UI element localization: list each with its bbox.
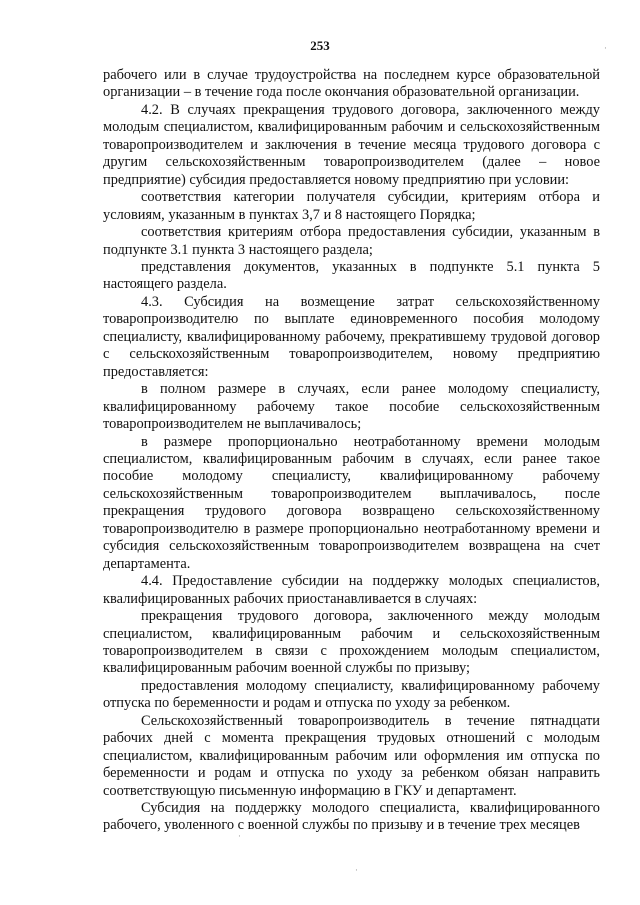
paragraph: соответствия категории получателя субсидии, критериям отбора и условиям, указанным в пунктах 3,7 и 8 настоящего Порядка; — [103, 189, 600, 223]
paragraph-4-4: 4.4. Предоставление субсидии на поддержку молодых специалистов, квалифицированных рабочих приостанавливается в случаях: — [103, 573, 600, 607]
scan-mark: · — [355, 866, 358, 876]
paragraph: Сельскохозяйственный товаропроизводитель в течение пятнадцати рабочих дней с момента прекращения трудовых отношений с молодым специалистом, квалифицированным рабочим или оформления им отпуска по беременности и родам и отпуска по уходу за ребенком обязан направить соответствующую письменную информацию в ГКУ и департамент. — [103, 712, 600, 799]
scan-mark: · — [604, 44, 607, 54]
paragraph: Субсидия на поддержку молодого специалиста, квалифицированного рабочего, уволенного с военной службы по призыву и в течение трех месяцев — [103, 800, 600, 834]
paragraph: прекращения трудового договора, заключенного между молодым специалистом, квалифицированным рабочим и сельскохозяйственным товаропроизводителем в связи с прохождением молодым специалистом, квалифицированным рабочим военной службы по призыву; — [103, 608, 600, 677]
paragraph: соответствия критериям отбора предоставления субсидии, указанным в подпункте 3.1 пункта 3 настоящего раздела; — [103, 224, 600, 258]
paragraph: в полном размере в случаях, если ранее молодому специалисту, квалифицированному рабочему такое пособие сельскохозяйственным товаропроизводителем не выплачивалось; — [103, 381, 600, 433]
paragraph: рабочего или в случае трудоустройства на последнем курсе образовательной организации – в течение года после окончания образовательной организации. — [103, 67, 600, 101]
paragraph: в размере пропорционально неотработанному времени молодым специалистом, квалифицированным рабочим в случаях, если ранее такое пособие молодому специалисту, квалифицированному рабочему сельскохозяйственным товаропроизводителем выплачивалось, после прекращения трудового договора возвращено сельскохозяйственному товаропроизводителю в размере пропорционально неотработанному времени и субсидия сельскохозяйственным товаропроизводителем возвращена на счет департамента. — [103, 433, 600, 572]
paragraph: представления документов, указанных в подпункте 5.1 пункта 5 настоящего раздела. — [103, 258, 600, 293]
document-body — [103, 67, 600, 835]
scan-mark: · — [238, 832, 241, 842]
paragraph-4-2: 4.2. В случаях прекращения трудового договора, заключенного между молодым специалистом, квалифицированным рабочим и сельскохозяйственным товаропроизводителем и заключения в течение месяца трудового договора с другим сельскохозяйственным товаропроизводителем (далее – новое предприятие) субсидия предоставляется новому предприятию при условии: — [103, 101, 600, 188]
paragraph-4-3: 4.3. Субсидия на возмещение затрат сельскохозяйственному товаропроизводителю по выплате единовременного пособия молодому специалисту, квалифицированному рабочему, прекратившему трудовой договор с сельскохозяйственным товаропроизводителем, новому предприятию предоставляется: — [103, 293, 600, 380]
page-number: 253 — [310, 38, 330, 53]
paragraph: предоставления молодому специалисту, квалифицированному рабочему отпуска по беременности и родам и отпуска по уходу за ребенком. — [103, 677, 600, 712]
